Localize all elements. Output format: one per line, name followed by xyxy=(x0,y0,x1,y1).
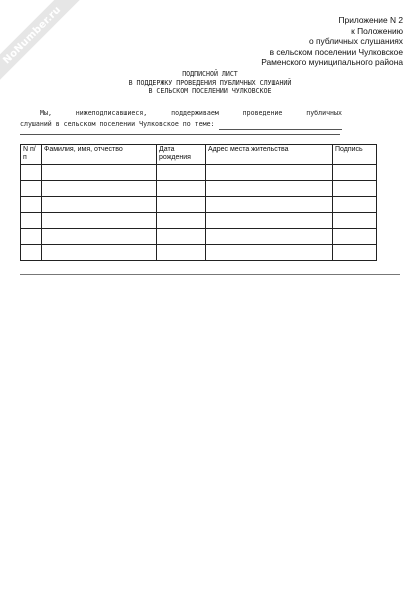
header-num: N п/п xyxy=(21,145,42,165)
title-line: В ПОДДЕРЖКУ ПРОВЕДЕНИЯ ПУБЛИЧНЫХ СЛУШАНИЙ xyxy=(128,78,292,87)
intro-word: проведение xyxy=(242,109,283,117)
cell-address[interactable] xyxy=(206,245,333,261)
header-address: Адрес места жительства xyxy=(206,145,333,165)
cell-num[interactable] xyxy=(21,245,42,261)
intro-paragraph xyxy=(20,108,342,130)
cell-address[interactable] xyxy=(206,197,333,213)
title-line: В СЕЛЬСКОМ ПОСЕЛЕНИИ ЧУЛКОВСКОЕ xyxy=(148,87,272,96)
page-bottom-rule xyxy=(20,274,400,275)
cell-num[interactable] xyxy=(21,229,42,245)
table-body xyxy=(21,165,377,261)
intro-text: слушаний в сельском поселении Чулковское по теме: xyxy=(20,120,215,128)
cell-signature[interactable] xyxy=(333,181,377,197)
table-header-row xyxy=(21,145,377,165)
annex-header xyxy=(261,15,403,68)
document-title xyxy=(0,70,420,96)
cell-birth[interactable] xyxy=(157,213,206,229)
cell-signature[interactable] xyxy=(333,213,377,229)
table-row xyxy=(21,197,377,213)
table-row xyxy=(21,181,377,197)
cell-signature[interactable] xyxy=(333,245,377,261)
annex-line: о публичных слушаниях xyxy=(309,36,403,47)
cell-address[interactable] xyxy=(206,181,333,197)
intro-word: Мы, xyxy=(40,109,52,117)
cell-address[interactable] xyxy=(206,229,333,245)
cell-num[interactable] xyxy=(21,181,42,197)
cell-birth[interactable] xyxy=(157,229,206,245)
header-name: Фамилия, имя, отчество xyxy=(42,145,157,165)
topic-second-fill-line[interactable] xyxy=(20,134,340,135)
table-row xyxy=(21,213,377,229)
cell-name[interactable] xyxy=(42,181,157,197)
intro-word: публичных xyxy=(306,109,342,117)
annex-line: Раменского муниципального района xyxy=(261,57,403,68)
annex-line: в сельском поселении Чулковское xyxy=(269,46,403,57)
cell-signature[interactable] xyxy=(333,229,377,245)
header-birth: Дата рождения xyxy=(157,145,206,165)
cell-address[interactable] xyxy=(206,165,333,181)
table-row xyxy=(21,229,377,245)
cell-signature[interactable] xyxy=(333,165,377,181)
cell-name[interactable] xyxy=(42,197,157,213)
cell-signature[interactable] xyxy=(333,197,377,213)
topic-fill-line[interactable] xyxy=(219,121,342,130)
cell-num[interactable] xyxy=(21,165,42,181)
intro-line-1 xyxy=(20,108,342,119)
table-row xyxy=(21,165,377,181)
intro-word: нижеподписавшиеся, xyxy=(75,109,148,117)
annex-line: к Положению xyxy=(351,25,403,36)
cell-birth[interactable] xyxy=(157,245,206,261)
watermark-text: NoNumber.ru xyxy=(1,4,63,66)
cell-num[interactable] xyxy=(21,213,42,229)
header-signature: Подпись xyxy=(333,145,377,165)
annex-line: Приложение N 2 xyxy=(338,15,403,25)
cell-name[interactable] xyxy=(42,245,157,261)
cell-birth[interactable] xyxy=(157,197,206,213)
cell-birth[interactable] xyxy=(157,181,206,197)
cell-name[interactable] xyxy=(42,165,157,181)
cell-name[interactable] xyxy=(42,229,157,245)
table-row xyxy=(21,245,377,261)
intro-word: поддерживаем xyxy=(171,109,219,117)
intro-line-2 xyxy=(20,119,342,130)
cell-name[interactable] xyxy=(42,213,157,229)
title-line: ПОДПИСНОЙ ЛИСТ xyxy=(182,70,238,78)
signatures-table xyxy=(20,144,377,261)
cell-num[interactable] xyxy=(21,197,42,213)
cell-address[interactable] xyxy=(206,213,333,229)
cell-birth[interactable] xyxy=(157,165,206,181)
